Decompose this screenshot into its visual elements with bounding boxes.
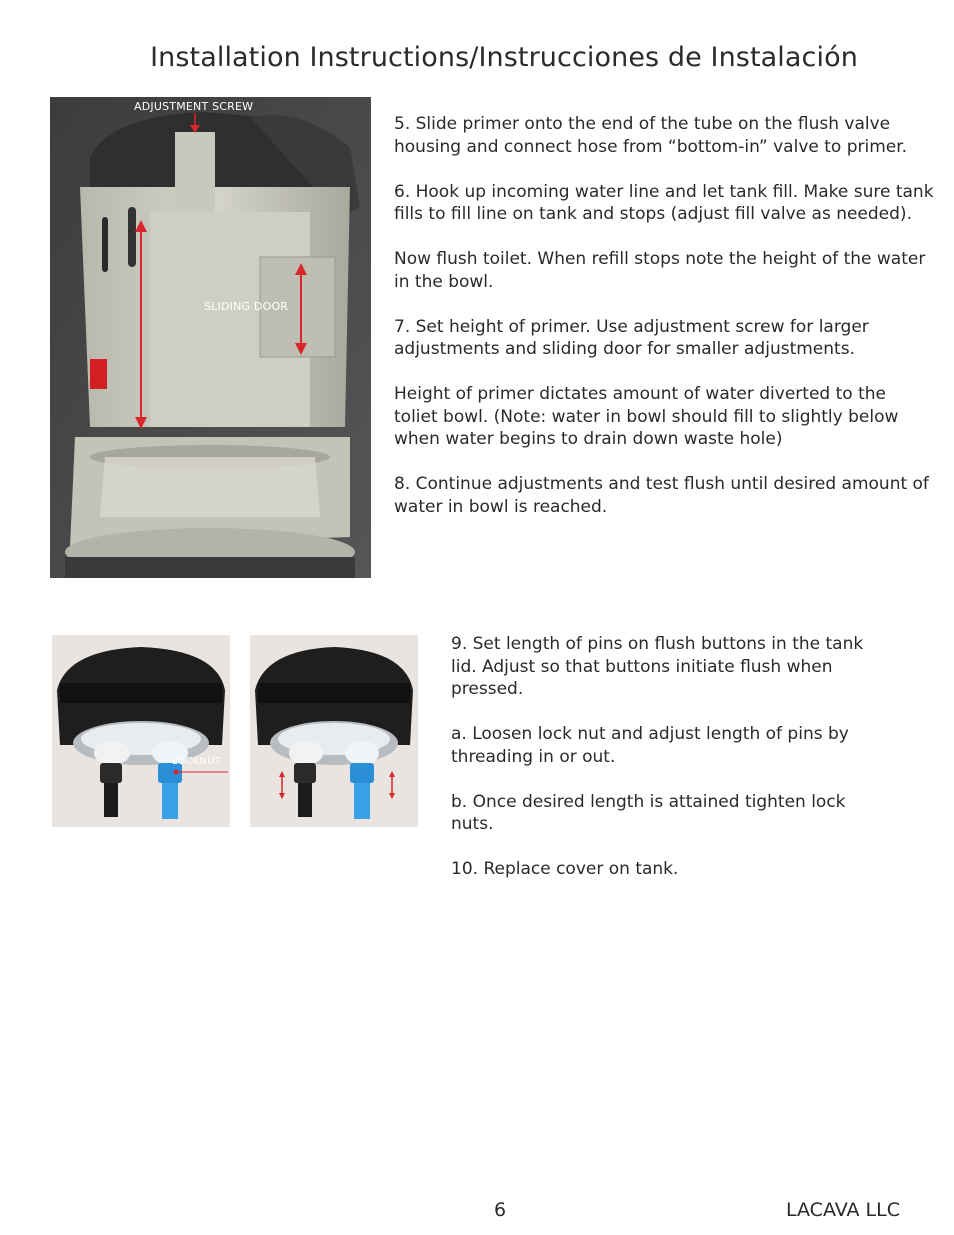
step-6: 6. Hook up incoming water line and let tank fill. Make sure tank fills to fill line on tank and stops (adjust fill valve as needed). [394,181,934,224]
pin-length-arrows [250,635,418,827]
adjustment-screw-label: ADJUSTMENT SCREW [134,100,254,113]
footer-company: LACAVA LLC [786,1199,900,1221]
locknut-pointer [52,635,230,827]
page-title: Installation Instructions/Instrucciones de Instalación [150,42,858,73]
step-5: 5. Slide primer onto the end of the tube on the flush valve housing and connect hose from “bottom-in” valve to primer. [394,114,908,157]
sliding-door-arrow [295,263,307,355]
steps-top [394,113,934,541]
figure1-annotations [50,97,371,578]
step-9: 9. Set length of pins on flush buttons in the tank lid. Adjust so that buttons initiate flush when pressed. [451,634,864,699]
sliding-door-label: SLIDING DOOR [204,300,289,313]
step-9b: b. Once desired length is attained tighten lock nuts. [451,791,846,834]
step-10: 10. Replace cover on tank. [451,859,679,879]
page-number: 6 [494,1199,507,1221]
locknut-label: LOCKNUT [172,756,221,767]
primer-height-arrow [135,220,147,429]
steps-bottom [451,633,889,903]
step-8: 8. Continue adjustments and test flush until desired amount of water in bowl is reached. [394,474,929,517]
step-7-note: Height of primer dictates amount of water diverted to the toliet bowl. (Note: water in bowl should fill to slightly below when water begins to drain down waste hole) [394,384,899,449]
step-9a: a. Loosen lock nut and adjust length of pins by threading in or out. [451,724,849,767]
adjustment-screw-arrow [190,113,200,133]
step-6-note: Now flush toilet. When refill stops note the height of the water in the bowl. [394,249,926,292]
step-7: 7. Set height of primer. Use adjustment screw for larger adjustments and sliding door for smaller adjustments. [394,316,869,359]
